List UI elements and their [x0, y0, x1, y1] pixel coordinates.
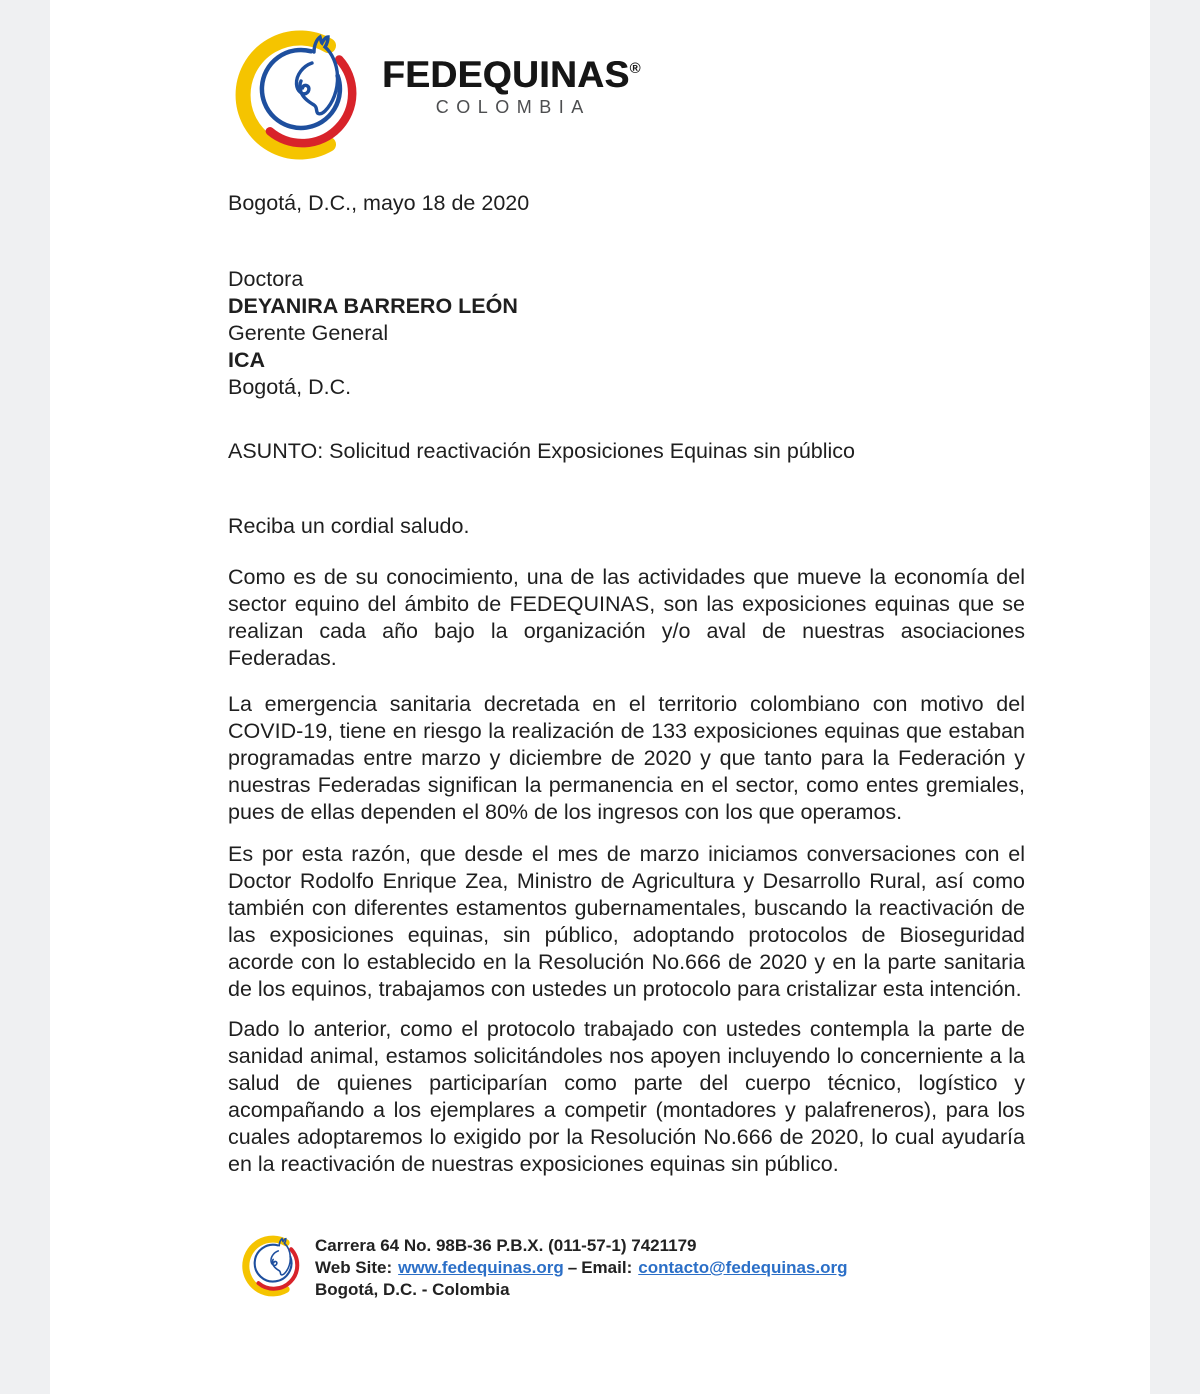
footer-address: Carrera 64 No. 98B-36 P.B.X. (011-57-1) 7421179	[315, 1236, 697, 1255]
body-paragraph-1: Como es de su conocimiento, una de las actividades que mueve la economía del sector equino del ámbito de FEDEQUINAS, son las exposiciones equinas que se realizan cada año bajo la organización y/o aval de nuestras asociaciones Federadas.	[228, 565, 1025, 670]
email-link[interactable]: contacto@fedequinas.org	[638, 1258, 848, 1277]
fedequinas-footer-logo-icon	[242, 1229, 308, 1303]
body-paragraph-4: Dado lo anterior, como el protocolo trabajado con ustedes contempla la parte de sanidad animal, estamos solicitándoles nos apoyen incluyendo lo concerniente a la salud de quienes participarían como parte del cuerpo técnico, logístico y acompañando a los ejemplares a competir (montadores y palafreneros), para los cuales adoptaremos lo exigido por la Resolución No.666 de 2020, lo cual ayudaría en la reactivación de nuestras exposiciones equinas sin público.	[228, 1017, 1025, 1176]
separator-dash: –	[567, 1258, 578, 1277]
footer-city: Bogotá, D.C. - Colombia	[315, 1280, 510, 1299]
brand-block	[382, 55, 641, 118]
recipient-organization: ICA	[228, 348, 266, 372]
letter-page	[50, 0, 1150, 1394]
recipient-title: Gerente General	[228, 321, 389, 345]
recipient-name: DEYANIRA BARRERO LEÓN	[228, 294, 518, 318]
email-label: Email:	[581, 1258, 633, 1277]
subject-line: ASUNTO: Solicitud reactivación Exposiciones Equinas sin público	[228, 439, 855, 463]
recipient-city: Bogotá, D.C.	[228, 375, 352, 399]
registered-trademark-symbol: ®	[629, 60, 641, 77]
body-paragraph-2: La emergencia sanitaria decretada en el territorio colombiano con motivo del COVID-19, tiene en riesgo la realización de 133 exposiciones equinas que estaban programadas entre marzo y diciembre de 2020 y que tanto para la Federación y nuestras Federadas significan la permanencia en el sector, como entes gremiales, pues de ellas dependen el 80% de los ingresos con los que operamos.	[228, 692, 1025, 824]
recipient-salutation: Doctora	[228, 267, 304, 291]
greeting-line: Reciba un cordial saludo.	[228, 514, 470, 538]
recipient-block	[228, 266, 518, 401]
brand-country: COLOMBIA	[435, 96, 591, 117]
web-site-label: Web Site:	[315, 1258, 393, 1277]
brand-name: FEDEQUINAS®	[382, 54, 641, 95]
footer-block	[315, 1235, 848, 1301]
date-line: Bogotá, D.C., mayo 18 de 2020	[228, 191, 530, 215]
website-link[interactable]: www.fedequinas.org	[398, 1258, 564, 1277]
body-paragraph-3: Es por esta razón, que desde el mes de marzo iniciamos conversaciones con el Doctor Rodolfo Enrique Zea, Ministro de Agricultura y Desarrollo Rural, así como también con diferentes estamentos gubernamentales, buscando la reactivación de las exposiciones equinas, sin público, adoptando protocolos de Bioseguridad acorde con lo establecido en la Resolución No.666 de 2020 y en la parte sanitaria de los equinos, trabajamos con ustedes un protocolo para cristalizar esta intención.	[228, 842, 1025, 1001]
footer-contact-line	[315, 1257, 848, 1279]
fedequinas-logo-icon	[235, 25, 375, 165]
